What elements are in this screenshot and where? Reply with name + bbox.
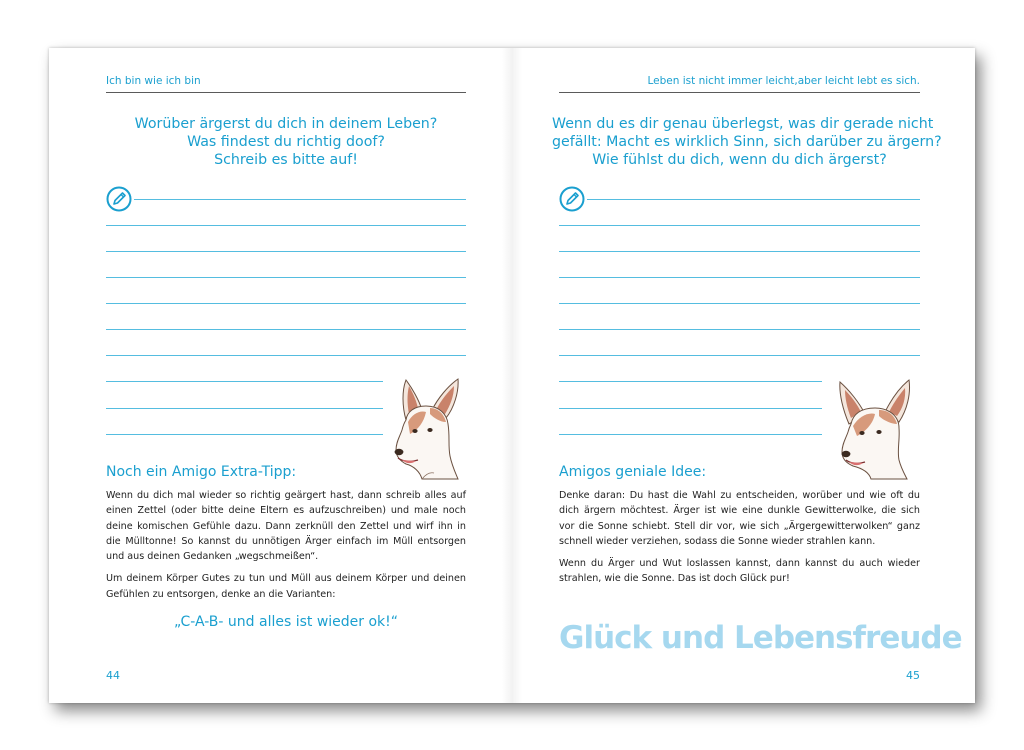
right-paragraph-2: Wenn du Ärger und Wut loslassen kannst, dann kannst du auch wieder strahlen, wie die Sonne. Das ist doch Glück pur! <box>559 558 920 585</box>
writing-line[interactable] <box>559 251 920 252</box>
right-question-line-1: Wenn du es dir genau überlegst, was dir gerade nicht <box>552 116 934 132</box>
writing-line[interactable] <box>106 251 466 252</box>
writing-line[interactable] <box>559 434 822 435</box>
writing-line[interactable] <box>559 303 920 304</box>
writing-line[interactable] <box>106 434 383 435</box>
right-running-header: Leben ist nicht immer leicht,aber leicht lebt es sich. <box>647 75 920 87</box>
dog-illustration <box>392 376 466 480</box>
writing-line[interactable] <box>587 199 920 200</box>
writing-line[interactable] <box>559 355 920 356</box>
right-paragraph-1: Denke daran: Du hast die Wahl zu entscheiden, worüber und wie oft du dich ärgern möchtest. Ärger ist wie eine dunkle Gewitterwolke, die sich vor die Sonne schiebt. Stell dir vor, wie sich „Ärgergewitterwolken“ ganz schnell wieder verziehen, sodass die Sonne wieder strahlen kann. <box>559 490 920 547</box>
right-question <box>552 115 942 169</box>
left-page-number: 44 <box>106 669 120 682</box>
right-section-title: Amigos geniale Idee: <box>559 464 707 480</box>
right-body-text <box>559 488 920 594</box>
left-question-line-3: Schreib es bitte auf! <box>214 152 358 168</box>
left-page <box>49 48 512 703</box>
right-page-number: 45 <box>906 669 920 682</box>
writing-line[interactable] <box>106 408 383 409</box>
writing-line[interactable] <box>134 199 466 200</box>
writing-line[interactable] <box>106 225 466 226</box>
left-running-header: Ich bin wie ich bin <box>106 75 201 87</box>
pencil-icon <box>106 186 132 212</box>
left-question-line-1: Worüber ärgerst du dich in deinem Leben? <box>134 116 438 132</box>
pencil-icon <box>559 186 585 212</box>
writing-line[interactable] <box>106 303 466 304</box>
writing-line[interactable] <box>106 277 466 278</box>
left-body-text <box>106 488 466 609</box>
right-page <box>512 48 975 703</box>
left-question <box>106 115 466 169</box>
writing-line[interactable] <box>106 355 466 356</box>
left-paragraph-1: Wenn du dich mal wieder so richtig geärgert hast, dann schreib alles auf einen Zettel (oder bitte deine Eltern es aufzuschreiben) und male noch deine komischen Gefühle dazu. Dann zerknüll den Zettel und wirf ihn in die Mülltonne! So kannst du unnötigen Ärger einfach im Müll entsorgen und aus deinen Gedanken „wegschmeißen“. <box>106 490 466 563</box>
writing-line[interactable] <box>106 329 466 330</box>
writing-line[interactable] <box>559 329 920 330</box>
chapter-title: Glück und Lebensfreude <box>559 620 962 656</box>
left-header-rule <box>106 92 466 93</box>
writing-line[interactable] <box>559 277 920 278</box>
writing-line[interactable] <box>559 408 822 409</box>
writing-line[interactable] <box>106 381 383 382</box>
left-section-title: Noch ein Amigo Extra-Tipp: <box>106 464 297 480</box>
writing-line[interactable] <box>559 381 822 382</box>
writing-line[interactable] <box>559 225 920 226</box>
dog-illustration <box>837 376 917 480</box>
left-paragraph-2: Um deinem Körper Gutes zu tun und Müll aus deinem Körper und deinen Gefühlen zu entsorgen, denke an die Varianten: <box>106 573 466 600</box>
left-question-line-2: Was findest du richtig doof? <box>187 134 385 150</box>
right-question-line-3: Wie fühlst du dich, wenn du dich ärgerst? <box>592 152 887 168</box>
right-header-rule <box>559 92 920 93</box>
book-spread <box>49 48 975 703</box>
left-quote: „C-A-B- und alles ist wieder ok!“ <box>173 614 399 630</box>
right-question-line-2: gefällt: Macht es wirklich Sinn, sich darüber zu ärgern? <box>552 134 942 150</box>
